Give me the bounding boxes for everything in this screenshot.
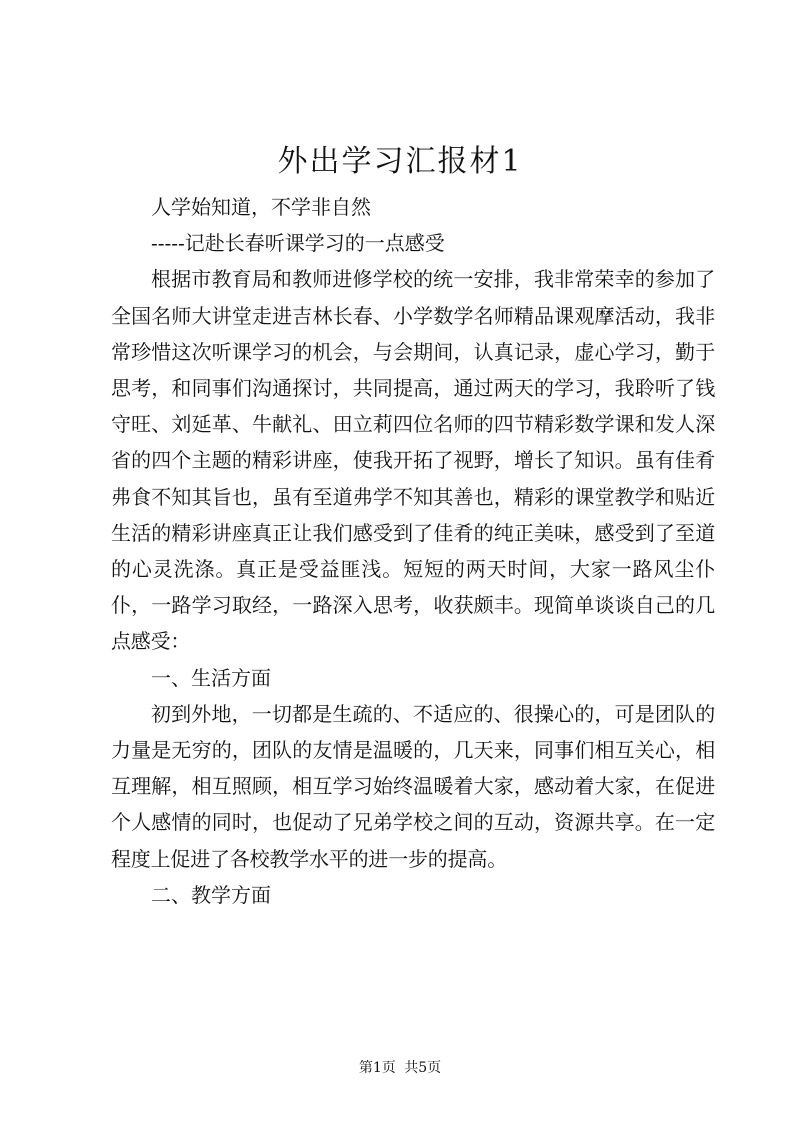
paragraph-intro: 根据市教育局和教师进修学校的统一安排，我非常荣幸的参加了全国名师大讲堂走进吉林长春、小学数学名师精品课观摩活动，我非常珍惜这次听课学习的机会，与会期间，认真记录，虚心学习，勤于思考，和同事们沟通探讨，共同提高，通过两天的学习，我聆听了钱守旺、刘延革、牛献礼、田立莉四位名师的四节精彩数学课和发人深省的四个主题的精彩讲座，使我开拓了视野，增长了知识。虽有佳肴弗食不知其旨也，虽有至道弗学不知其善也，精彩的课堂教学和贴近生活的精彩讲座真正让我们感受到了佳肴的纯正美味，感受到了至道的心灵洗涤。真正是受益匪浅。短短的两天时间，大家一路风尘仆仆，一路学习取经，一路深入思考，收获颇丰。现简单谈谈自己的几点感受： [111, 267, 715, 654]
paragraph-subtitle: 人学始知道，不学非自然 [151, 195, 371, 219]
document-title: 外出学习汇报材1 [277, 144, 523, 179]
page-footer [0, 1058, 800, 1078]
paragraph-life: 初到外地，一切都是生疏的、不适应的、很操心的，可是团队的力量是无穷的，团队的友情是温暖的，几天来，同事们相互关心，相互理解，相互照顾，相互学习始终温暖着大家，感动着大家，在促进个人感情的同时，也促动了兄弟学校之间的互动，资源共享。在一定程度上促进了各校教学水平的进一步的提高。 [111, 701, 715, 871]
section-heading-life: 一、生活方面 [151, 665, 271, 690]
document-body [111, 189, 715, 913]
page-number: 第1页 [358, 1060, 396, 1076]
section-heading-teaching: 二、教学方面 [151, 882, 271, 907]
paragraph-byline: -----记赴长春听课学习的一点感受 [151, 231, 445, 256]
page-total: 共5页 [404, 1060, 442, 1076]
